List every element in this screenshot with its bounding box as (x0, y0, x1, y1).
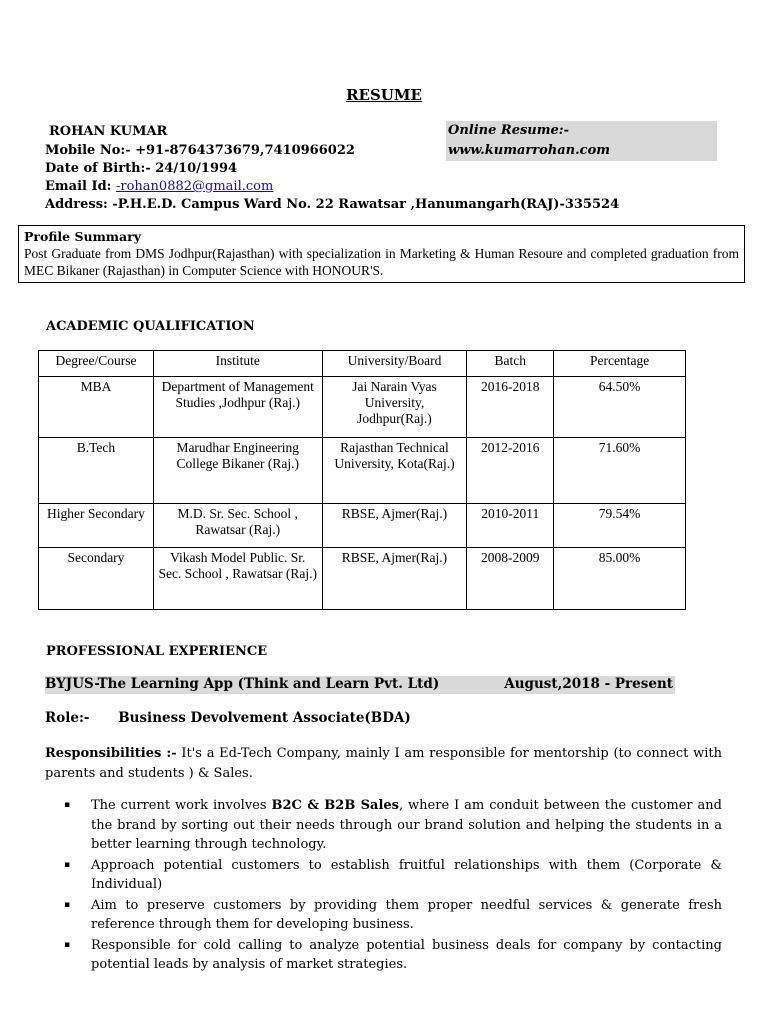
employment-period: August,2018 - Present (504, 676, 673, 692)
table-cell: MBA (39, 377, 154, 438)
table-cell: M.D. Sr. Sec. School , Rawatsar (Raj.) (153, 504, 322, 548)
table-cell: 2008-2009 (467, 548, 554, 610)
column-header: Batch (467, 351, 554, 377)
table-row (39, 377, 686, 438)
company-name: BYJUS-The Learning App (Think and Learn Pvt. Ltd) (45, 676, 440, 692)
table-row (39, 548, 686, 610)
table-cell: Rajasthan Technical University, Kota(Raj.) (322, 438, 467, 504)
list-item: ▪ Aim to preserve customers by providing them proper needful services & generate fresh reference through them for developing business. (64, 897, 722, 932)
table-cell: 2012-2016 (467, 438, 554, 504)
bullet-icon: ▪ (64, 859, 71, 870)
column-header: Institute (153, 351, 322, 377)
company-line (45, 676, 675, 694)
online-resume[interactable]: Online Resume:- www.kumarrohan.com (446, 121, 717, 161)
table-cell: B.Tech (39, 438, 154, 504)
academic-table (38, 350, 686, 610)
responsibilities-label: Responsibilities :- (45, 746, 177, 761)
column-header: University/Board (322, 351, 467, 377)
table-cell: RBSE, Ajmer(Raj.) (322, 504, 467, 548)
email-label: Email Id: (45, 179, 116, 194)
table-row (39, 504, 686, 548)
list-item: ▪ Responsible for cold calling to analyze potential business deals for company by contacting potential leads by analysis of market strategies. (64, 937, 722, 972)
role-title: Business Devolvement Associate(BDA) (118, 710, 411, 726)
list-item: ▪ Approach potential customers to establish fruitful relationships with them (Corporate & Individual) (64, 857, 722, 892)
bullet-icon: ▪ (64, 899, 71, 910)
profile-summary-box (18, 225, 745, 283)
table-cell: Jai Narain Vyas University, Jodhpur(Raj.) (322, 377, 467, 438)
table-row (39, 438, 686, 504)
table-header-row (39, 351, 686, 377)
table-cell: RBSE, Ajmer(Raj.) (322, 548, 467, 610)
list-item: ▪ The current work involves B2C & B2B Sales, where I am conduit between the customer and the brand by sorting out their needs through our brand solution and helping the students in a better learning through technology. (64, 798, 722, 852)
column-header: Degree/Course (39, 351, 154, 377)
bullet-icon: ▪ (64, 800, 71, 810)
table-cell: Secondary (39, 548, 154, 610)
table-cell: Higher Secondary (39, 504, 154, 548)
table-cell: Department of Management Studies ,Jodhpur (Raj.) (153, 377, 322, 438)
responsibilities-list (62, 796, 722, 976)
responsibilities-intro (45, 744, 722, 784)
email-link[interactable]: -rohan0882@gmail.com (116, 179, 274, 194)
resume-title: RESUME (346, 86, 422, 104)
table-cell: 85.00% (554, 548, 686, 610)
profile-summary-heading: Profile Summary (24, 229, 141, 244)
table-cell: 79.54% (554, 504, 686, 548)
role-line (45, 710, 411, 726)
table-cell: Vikash Model Public. Sr. Sec. School , Rawatsar (Raj.) (153, 548, 322, 610)
profile-summary-text: Post Graduate from DMS Jodhpur(Rajasthan) with specialization in Marketing & Human Resoure and completed graduation from MEC Bikaner (Rajasthan) in Computer Science with HONOUR'S. (24, 246, 739, 278)
candidate-name: ROHAN KUMAR (49, 124, 168, 139)
table-cell: 2016-2018 (467, 377, 554, 438)
mobile-number: Mobile No:- +91-8764373679,7410966022 (45, 143, 355, 158)
email-line (45, 177, 273, 197)
address: Address: -P.H.E.D. Campus Ward No. 22 Rawatsar ,Hanumangarh(RAJ)-335524 (45, 197, 620, 212)
table-cell: 71.60% (554, 438, 686, 504)
table-cell: 2010-2011 (467, 504, 554, 548)
academic-heading: ACADEMIC QUALIFICATION (46, 319, 255, 334)
date-of-birth: Date of Birth:- 24/10/1994 (45, 161, 238, 176)
bullet-icon: ▪ (64, 939, 71, 950)
responsibilities-text: It's a Ed-Tech Company, mainly I am responsible for mentorship (to connect with parents and students ) & Sales. (45, 746, 722, 781)
column-header: Percentage (554, 351, 686, 377)
table-cell: Marudhar Engineering College Bikaner (Raj.) (153, 438, 322, 504)
role-label: Role:- (45, 710, 90, 726)
experience-heading: PROFESSIONAL EXPERIENCE (46, 644, 268, 659)
table-cell: 64.50% (554, 377, 686, 438)
